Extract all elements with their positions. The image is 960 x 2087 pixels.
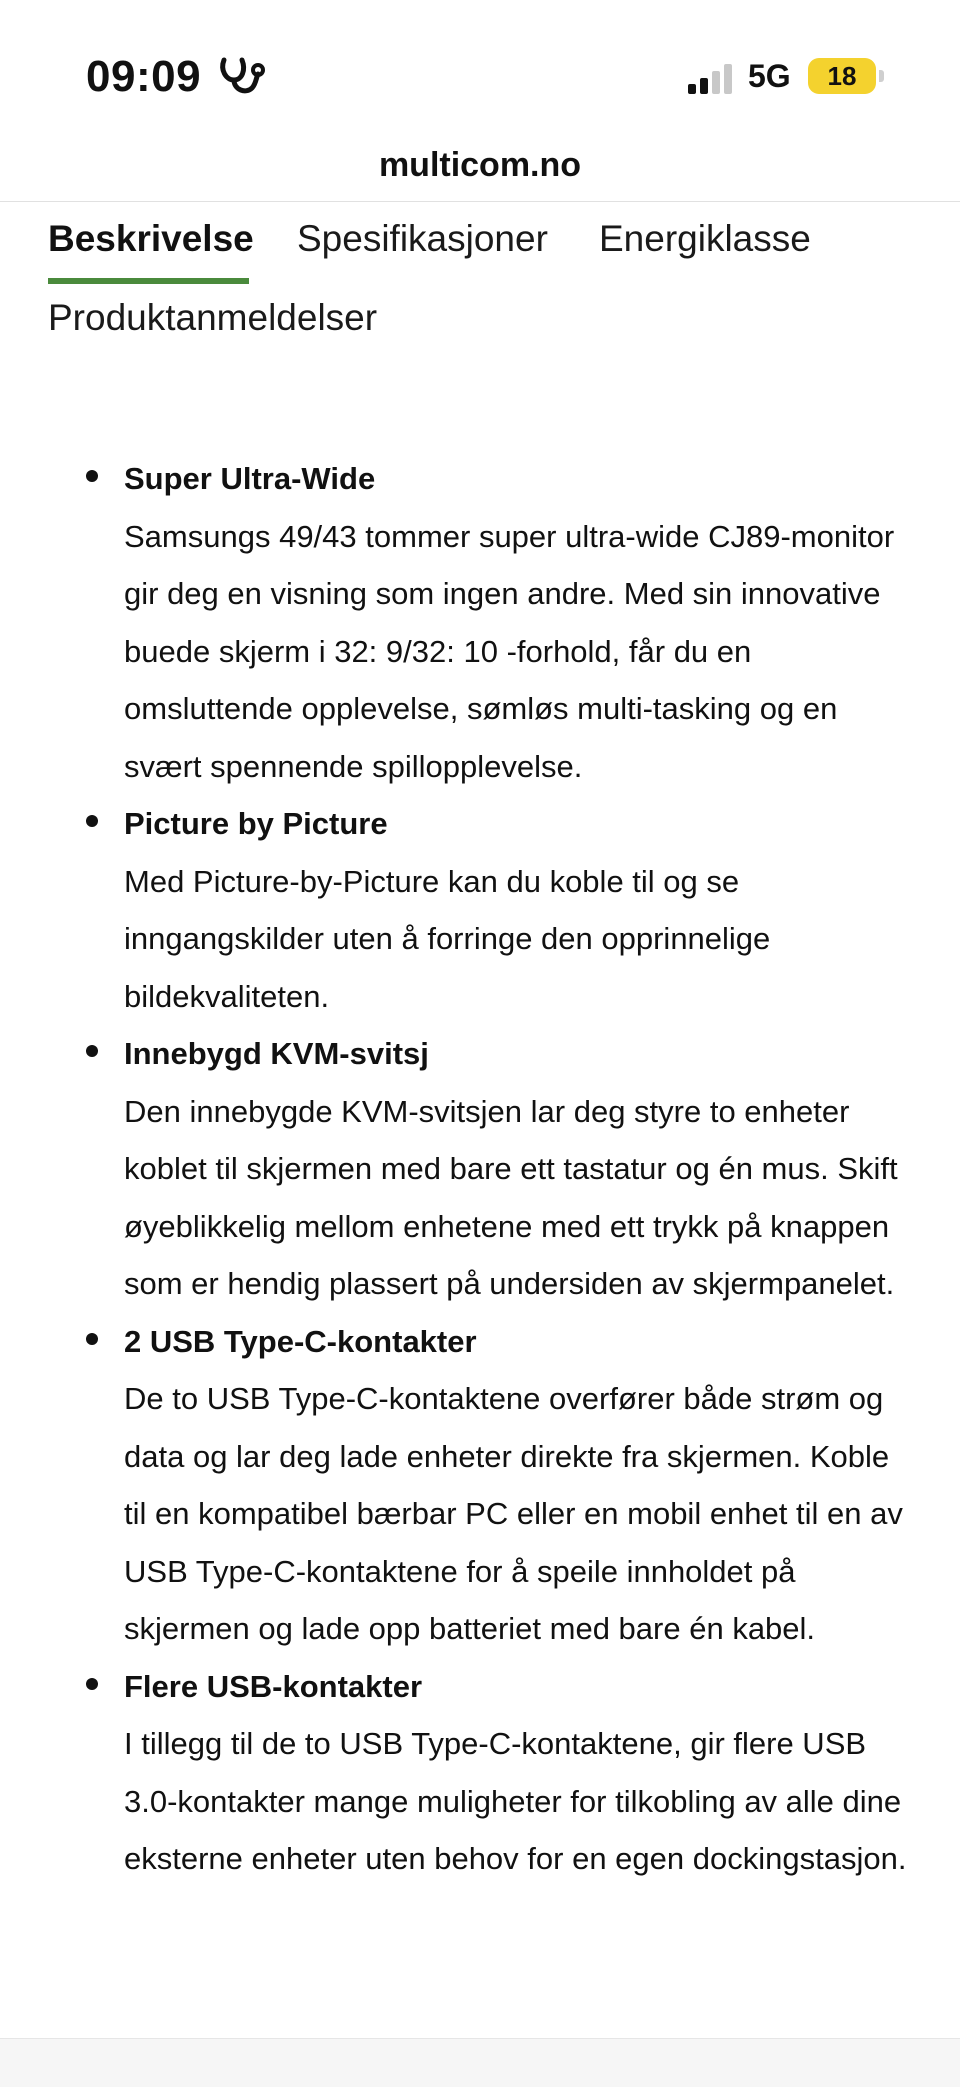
tab-produktanmeldelser[interactable] (48, 297, 377, 339)
tab-label: Spesifikasjoner (297, 218, 548, 259)
list-item (0, 450, 960, 795)
feature-title: 2 USB Type-C-kontakter (124, 1323, 477, 1359)
list-item (0, 795, 960, 1025)
stethoscope-icon (218, 56, 266, 98)
list-item (0, 1313, 960, 1658)
list-item (0, 1025, 960, 1313)
bullet-icon (86, 470, 98, 482)
description-content (0, 450, 960, 1888)
feature-title: Super Ultra-Wide (124, 461, 376, 496)
tab-label: Energiklasse (599, 218, 811, 259)
bullet-icon (86, 815, 98, 827)
address-bar[interactable] (0, 130, 960, 202)
battery-icon: 18 (808, 58, 876, 94)
tab-label: Produktanmeldelser (48, 297, 378, 338)
tab-label: Beskrivelse (48, 218, 254, 259)
network-label: 5G (748, 58, 791, 94)
tab-beskrivelse[interactable] (48, 218, 254, 260)
feature-text: De to USB Type-C-kontaktene overfører både strøm og data og lar deg lade enheter direkte fra skjermen. Koble til en kompatibel bærbar PC eller en mobil enhet til en av USB Type-C-kontaktene for å speile innholdet på skjermen og lade opp batteriet med bare én kabel. (124, 1381, 903, 1646)
url-text: multicom.no (378, 146, 582, 184)
feature-text: Den innebygde KVM-svitsjen lar deg styre to enheter koblet til skjermen med bare ett tastatur og én mus. Skift øyeblikkelig mellom enhetene med ett trykk på knappen som er hendig plassert på undersiden av skjermpanelet. (124, 1093, 898, 1301)
bullet-icon (86, 1045, 98, 1057)
feature-list (0, 450, 960, 1888)
browser-bottom-bar (0, 2038, 960, 2087)
feature-title: Innebygd KVM-svitsj (124, 1036, 429, 1071)
feature-text: Med Picture-by-Picture kan du koble til og se inngangskilder uten å forringe den opprinnelige bildekvaliteten. (124, 863, 771, 1014)
tab-energiklasse[interactable] (599, 218, 811, 260)
feature-text: Samsungs 49/43 tommer super ultra-wide CJ89-monitor gir deg en visning som ingen andre. Med sin innovative buede skjerm i 32: 9/32: 10 -forhold, får du en omsluttende opplevelse, sømløs multi-tasking og en svært spennende spillopplevelse. (124, 518, 895, 784)
tab-spesifikasjoner[interactable] (297, 218, 548, 260)
feature-text: I tillegg til de to USB Type-C-kontaktene, gir flere USB 3.0-kontakter mange muligheter for tilkobling av alle dine eksterne enheter uten behov for en egen dockingstasjon. (124, 1726, 907, 1876)
list-item (0, 1658, 960, 1888)
feature-title: Picture by Picture (124, 806, 388, 841)
feature-title: Flere USB-kontakter (124, 1668, 423, 1704)
signal-icon (688, 64, 734, 94)
status-bar (0, 0, 960, 130)
bullet-icon (86, 1678, 98, 1690)
active-tab-indicator (48, 278, 249, 284)
status-time: 09:09 (86, 52, 202, 101)
bullet-icon (86, 1333, 98, 1345)
